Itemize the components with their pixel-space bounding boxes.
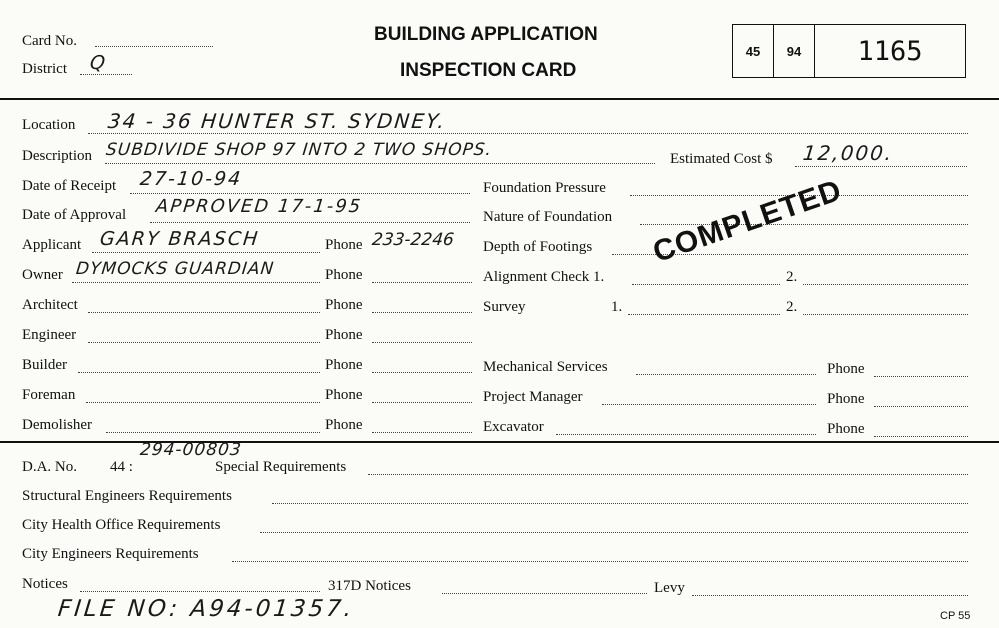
district-value: Q [88,52,109,74]
title-line-2: INSPECTION CARD [400,60,577,81]
builder-phone-label: Phone [325,357,363,373]
nature-foundation-label: Nature of Foundation [483,209,613,225]
notices-label: Notices [22,576,68,592]
architect-phone-line [372,312,472,313]
estimated-cost-label: Estimated Cost $ [670,151,773,167]
levy-line [692,595,968,596]
builder-line [78,372,320,373]
levy-label: Levy [654,580,685,596]
location-value: 34 - 36 HUNTER ST. SYDNEY. [106,109,448,133]
date-receipt-value: 27-10-94 [138,168,244,190]
mech-line [636,374,816,375]
excavator-line [556,434,816,435]
completed-stamp: COMPLETED [648,173,847,270]
date-approval-line [150,222,470,223]
foreman-phone-label: Phone [325,387,363,403]
date-receipt-line [130,193,470,194]
survey-1-label: 1. [611,299,623,315]
alignment-label: Alignment Check 1. [483,269,605,285]
owner-value: DYMOCKS GUARDIAN [74,259,276,279]
pm-phone-line [874,406,968,407]
engineer-phone-line [372,342,472,343]
applicant-value: GARY BRASCH [98,228,261,250]
estimated-cost-line [795,166,967,167]
notices-line [80,591,320,592]
alignment-line-1 [632,284,780,285]
depth-footings-label: Depth of Footings [483,239,593,255]
applicant-line [92,252,320,253]
demolisher-phone-line [372,432,472,433]
file-number: FILE NO: A94-01357. [56,596,356,622]
date-receipt-label: Date of Receipt [22,178,117,194]
structural-label: Structural Engineers Requirements [22,488,232,504]
alignment-2-label: 2. [786,269,798,285]
box-cell-2: 94 [774,25,815,77]
estimated-cost-value: 12,000. [801,141,895,165]
reference-box [732,24,966,78]
owner-line [72,282,320,283]
builder-label: Builder [22,357,67,373]
survey-line-1 [628,314,780,315]
demolisher-phone-label: Phone [325,417,363,433]
architect-label: Architect [22,297,78,313]
foreman-phone-line [372,402,472,403]
special-line [368,474,968,475]
foreman-label: Foreman [22,387,76,403]
health-line [260,532,968,533]
applicant-label: Applicant [22,237,82,253]
box-number: 1165 [857,35,923,67]
foreman-line [86,402,320,403]
excavator-phone-line [874,436,968,437]
applicant-phone-label: Phone [325,237,363,253]
engineer-phone-label: Phone [325,327,363,343]
da-label: D.A. No. [22,459,77,475]
top-divider [0,98,999,100]
builder-phone-line [372,372,472,373]
da-prefix: 44 : [110,459,133,475]
description-line [105,163,655,164]
district-label: District [22,61,67,77]
date-approval-value: APPROVED 17-1-95 [154,196,364,217]
mech-phone-label: Phone [827,361,865,377]
architect-line [88,312,320,313]
box-cell-1: 45 [733,25,774,77]
excavator-label: Excavator [483,419,544,435]
demolisher-line [106,432,320,433]
date-approval-label: Date of Approval [22,207,127,223]
demolisher-label: Demolisher [22,417,92,433]
mech-phone-line [874,376,968,377]
location-line [88,133,968,134]
owner-phone-line [372,282,472,283]
foundation-pressure-label: Foundation Pressure [483,180,606,196]
notices-317-label: 317D Notices [328,578,411,594]
description-value: SUBDIVIDE SHOP 97 INTO 2 TWO SHOPS. [104,140,494,160]
architect-phone-label: Phone [325,297,363,313]
description-label: Description [22,148,92,164]
health-label: City Health Office Requirements [22,517,221,533]
survey-line-2 [803,314,968,315]
form-code: CP 55 [940,610,971,622]
card-no-line [95,46,213,47]
mech-label: Mechanical Services [483,359,608,375]
owner-label: Owner [22,267,63,283]
card-no-label: Card No. [22,33,77,49]
survey-2-label: 2. [786,299,798,315]
owner-phone-label: Phone [325,267,363,283]
excavator-phone-label: Phone [827,421,865,437]
special-label: Special Requirements [215,459,347,475]
survey-label: Survey [483,299,526,315]
city-eng-line [232,561,968,562]
da-value: 294-00803 [138,440,243,460]
engineer-line [88,342,320,343]
pm-line [602,404,816,405]
engineer-label: Engineer [22,327,77,343]
pm-phone-label: Phone [827,391,865,407]
applicant-phone-value: 233-2246 [370,230,455,250]
district-line [80,74,132,75]
title-line-1: BUILDING APPLICATION [374,24,598,45]
location-label: Location [22,117,76,133]
structural-line [272,503,968,504]
city-eng-label: City Engineers Requirements [22,546,199,562]
notices-317-line [442,593,647,594]
pm-label: Project Manager [483,389,583,405]
alignment-line-2 [803,284,968,285]
